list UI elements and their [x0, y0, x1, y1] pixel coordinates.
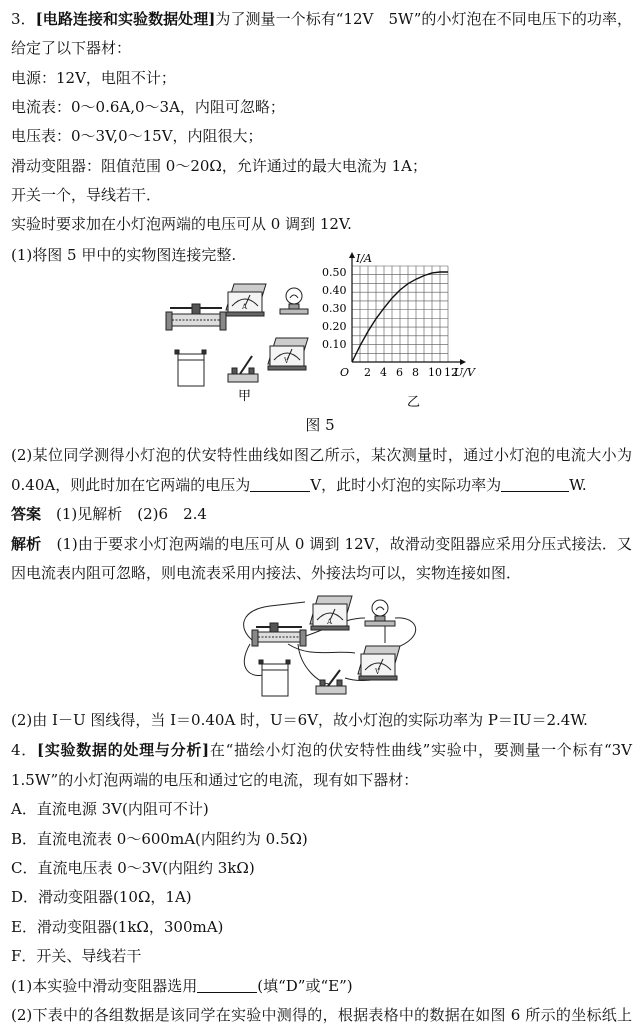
- answer-text: (1)见解析 (2)6 2.4: [56, 505, 207, 523]
- q3-part1: (1)将图 5 甲中的实物图连接完整.: [11, 246, 237, 264]
- x-axis-label: U/V: [454, 366, 475, 379]
- iu-chart: [322, 252, 476, 379]
- x-tick-label: 6: [396, 366, 403, 379]
- q3-material-rheostat: 滑动变阻器：阻值范围 0～20Ω，允许通过的最大电流为 1A；: [11, 157, 427, 175]
- label-jia: 甲: [238, 389, 252, 404]
- label-yi: 乙: [407, 395, 421, 410]
- y-tick-label: 0.20: [322, 320, 347, 333]
- q3-explanation-line2: 因电流表内阻可忽略，则电流表采用内接法、外接法均可以，实物连接如图．: [11, 564, 522, 582]
- q3-material-source: 电源：12V，电阻不计；: [11, 69, 176, 87]
- q4-option-a: A．直流电源 3V(内阻可不计): [11, 800, 209, 818]
- q3-tag: [电路连接和实验数据处理]: [35, 10, 216, 28]
- q3-requirement: 实验时要求加在小灯泡两端的电压可从 0 调到 12V.: [11, 215, 352, 233]
- q4-intro1: 在“描绘小灯泡的伏安特性曲线”实验中，要测量一个标有“3V: [209, 741, 633, 759]
- q4-tag: [实验数据的处理与分析]: [37, 741, 210, 759]
- q4-part1: [11, 976, 632, 996]
- x-tick-label: 2: [364, 366, 371, 379]
- voltmeter-label: V: [375, 668, 381, 676]
- q4-option-c: C．直流电压表 0～3V(内阻约 3kΩ): [11, 859, 255, 877]
- q3-material-ammeter: 电流表：0～0.6A,0～3A，内阻可忽略；: [11, 98, 285, 116]
- ammeter-label: A: [242, 303, 248, 311]
- x-tick-label: 4: [380, 366, 387, 379]
- q4-number: 4．: [11, 741, 37, 759]
- q4-part1-post: (填“D”或“E”): [257, 977, 353, 995]
- q4-part2: (2)下表中的各组数据是该同学在实验中测得的，根据表格中的数据在如图 6 所示的坐标纸上: [11, 1006, 632, 1024]
- q3-answer: [11, 504, 632, 524]
- q3-intro-line1: [11, 9, 632, 29]
- x-tick-label: 10: [428, 366, 442, 379]
- q4-option-b: B．直流电流表 0～600mA(内阻约为 0.5Ω): [11, 830, 308, 848]
- q4-part1-pre: (1)本实验中滑动变阻器选用: [11, 977, 198, 995]
- explanation-text1: (1)由于要求小灯泡两端的电压可从 0 调到 12V，故滑动变阻器应采用分压式接法．又: [56, 535, 632, 553]
- q3-material-voltmeter: 电压表：0～3V,0～15V，内阻很大；: [11, 127, 263, 145]
- rheostat-icon: [252, 623, 306, 646]
- q3-part2-pre: 0.40A，则此时加在它两端的电压为: [11, 476, 251, 494]
- voltage-blank: [250, 477, 310, 492]
- x-tick-label: 12: [444, 366, 458, 379]
- y-tick-label: 0.40: [322, 284, 347, 297]
- origin-label: O: [340, 366, 350, 379]
- q4-option-e: E．滑动变阻器(1kΩ，300mA): [11, 918, 224, 936]
- battery-icon: [259, 660, 290, 696]
- q3-explanation-line3: (2)由 I－U 图线得，当 I＝0.40A 时，U＝6V，故小灯泡的实际功率为 P＝IU＝2.4W.: [11, 711, 588, 729]
- ammeter-label: A: [327, 618, 333, 626]
- apparatus-jia: [166, 284, 308, 386]
- battery-icon: [175, 350, 206, 386]
- switch-icon: [228, 356, 258, 382]
- q3-part2-end: W.: [569, 476, 587, 494]
- q4-option-f: F．开关、导线若干: [11, 947, 142, 965]
- q3-intro1: 为了测量一个标有“12V 5W”的小灯泡在不同电压下的功率，: [215, 10, 632, 28]
- y-tick-label: 0.10: [322, 338, 347, 351]
- ammeter-icon: [310, 596, 352, 630]
- answer-label: 答案: [11, 505, 42, 523]
- ammeter-icon: [226, 284, 266, 316]
- q4-intro-line1: [11, 740, 632, 760]
- lamp-icon: [280, 288, 308, 314]
- y-axis-label: I/A: [356, 252, 372, 265]
- q4-option-d: D．滑动变阻器(10Ω，1A): [11, 888, 192, 906]
- x-tick-label: 8: [412, 366, 419, 379]
- rheostat-icon: [166, 304, 226, 330]
- q4-intro-line2: 1.5W”的小灯泡两端的电压和通过它的电流，现有如下器材：: [11, 771, 419, 789]
- y-tick-label: 0.50: [322, 266, 347, 279]
- explanation-label: 解析: [11, 535, 42, 553]
- q3-part2-line1: (2)某位同学测得小灯泡的伏安特性曲线如图乙所示，某次测量时，通过小灯泡的电流大小为: [11, 446, 632, 464]
- switch-icon: [316, 670, 346, 694]
- power-blank: [501, 477, 569, 492]
- voltmeter-label: V: [284, 357, 290, 365]
- x-axis-arrow: [460, 359, 466, 365]
- figure5-caption: 图 5: [305, 416, 335, 434]
- voltmeter-icon: [268, 338, 308, 370]
- q3-number: 3．: [11, 10, 36, 28]
- q3-material-switch: 开关一个，导线若干．: [11, 186, 162, 204]
- q3-explanation-line1: [11, 534, 632, 554]
- wire: [395, 618, 416, 648]
- q3-intro-line2: 给定了以下器材：: [11, 39, 132, 57]
- voltmeter-icon: [358, 646, 400, 680]
- rheostat-choice-blank: [197, 978, 257, 993]
- q3-part2-line2: [11, 475, 632, 495]
- lamp-icon: [365, 600, 395, 626]
- connected-circuit-figure: [0, 588, 640, 700]
- q3-part2-mid: V，此时小灯泡的实际功率为: [310, 476, 502, 494]
- y-tick-label: 0.30: [322, 302, 347, 315]
